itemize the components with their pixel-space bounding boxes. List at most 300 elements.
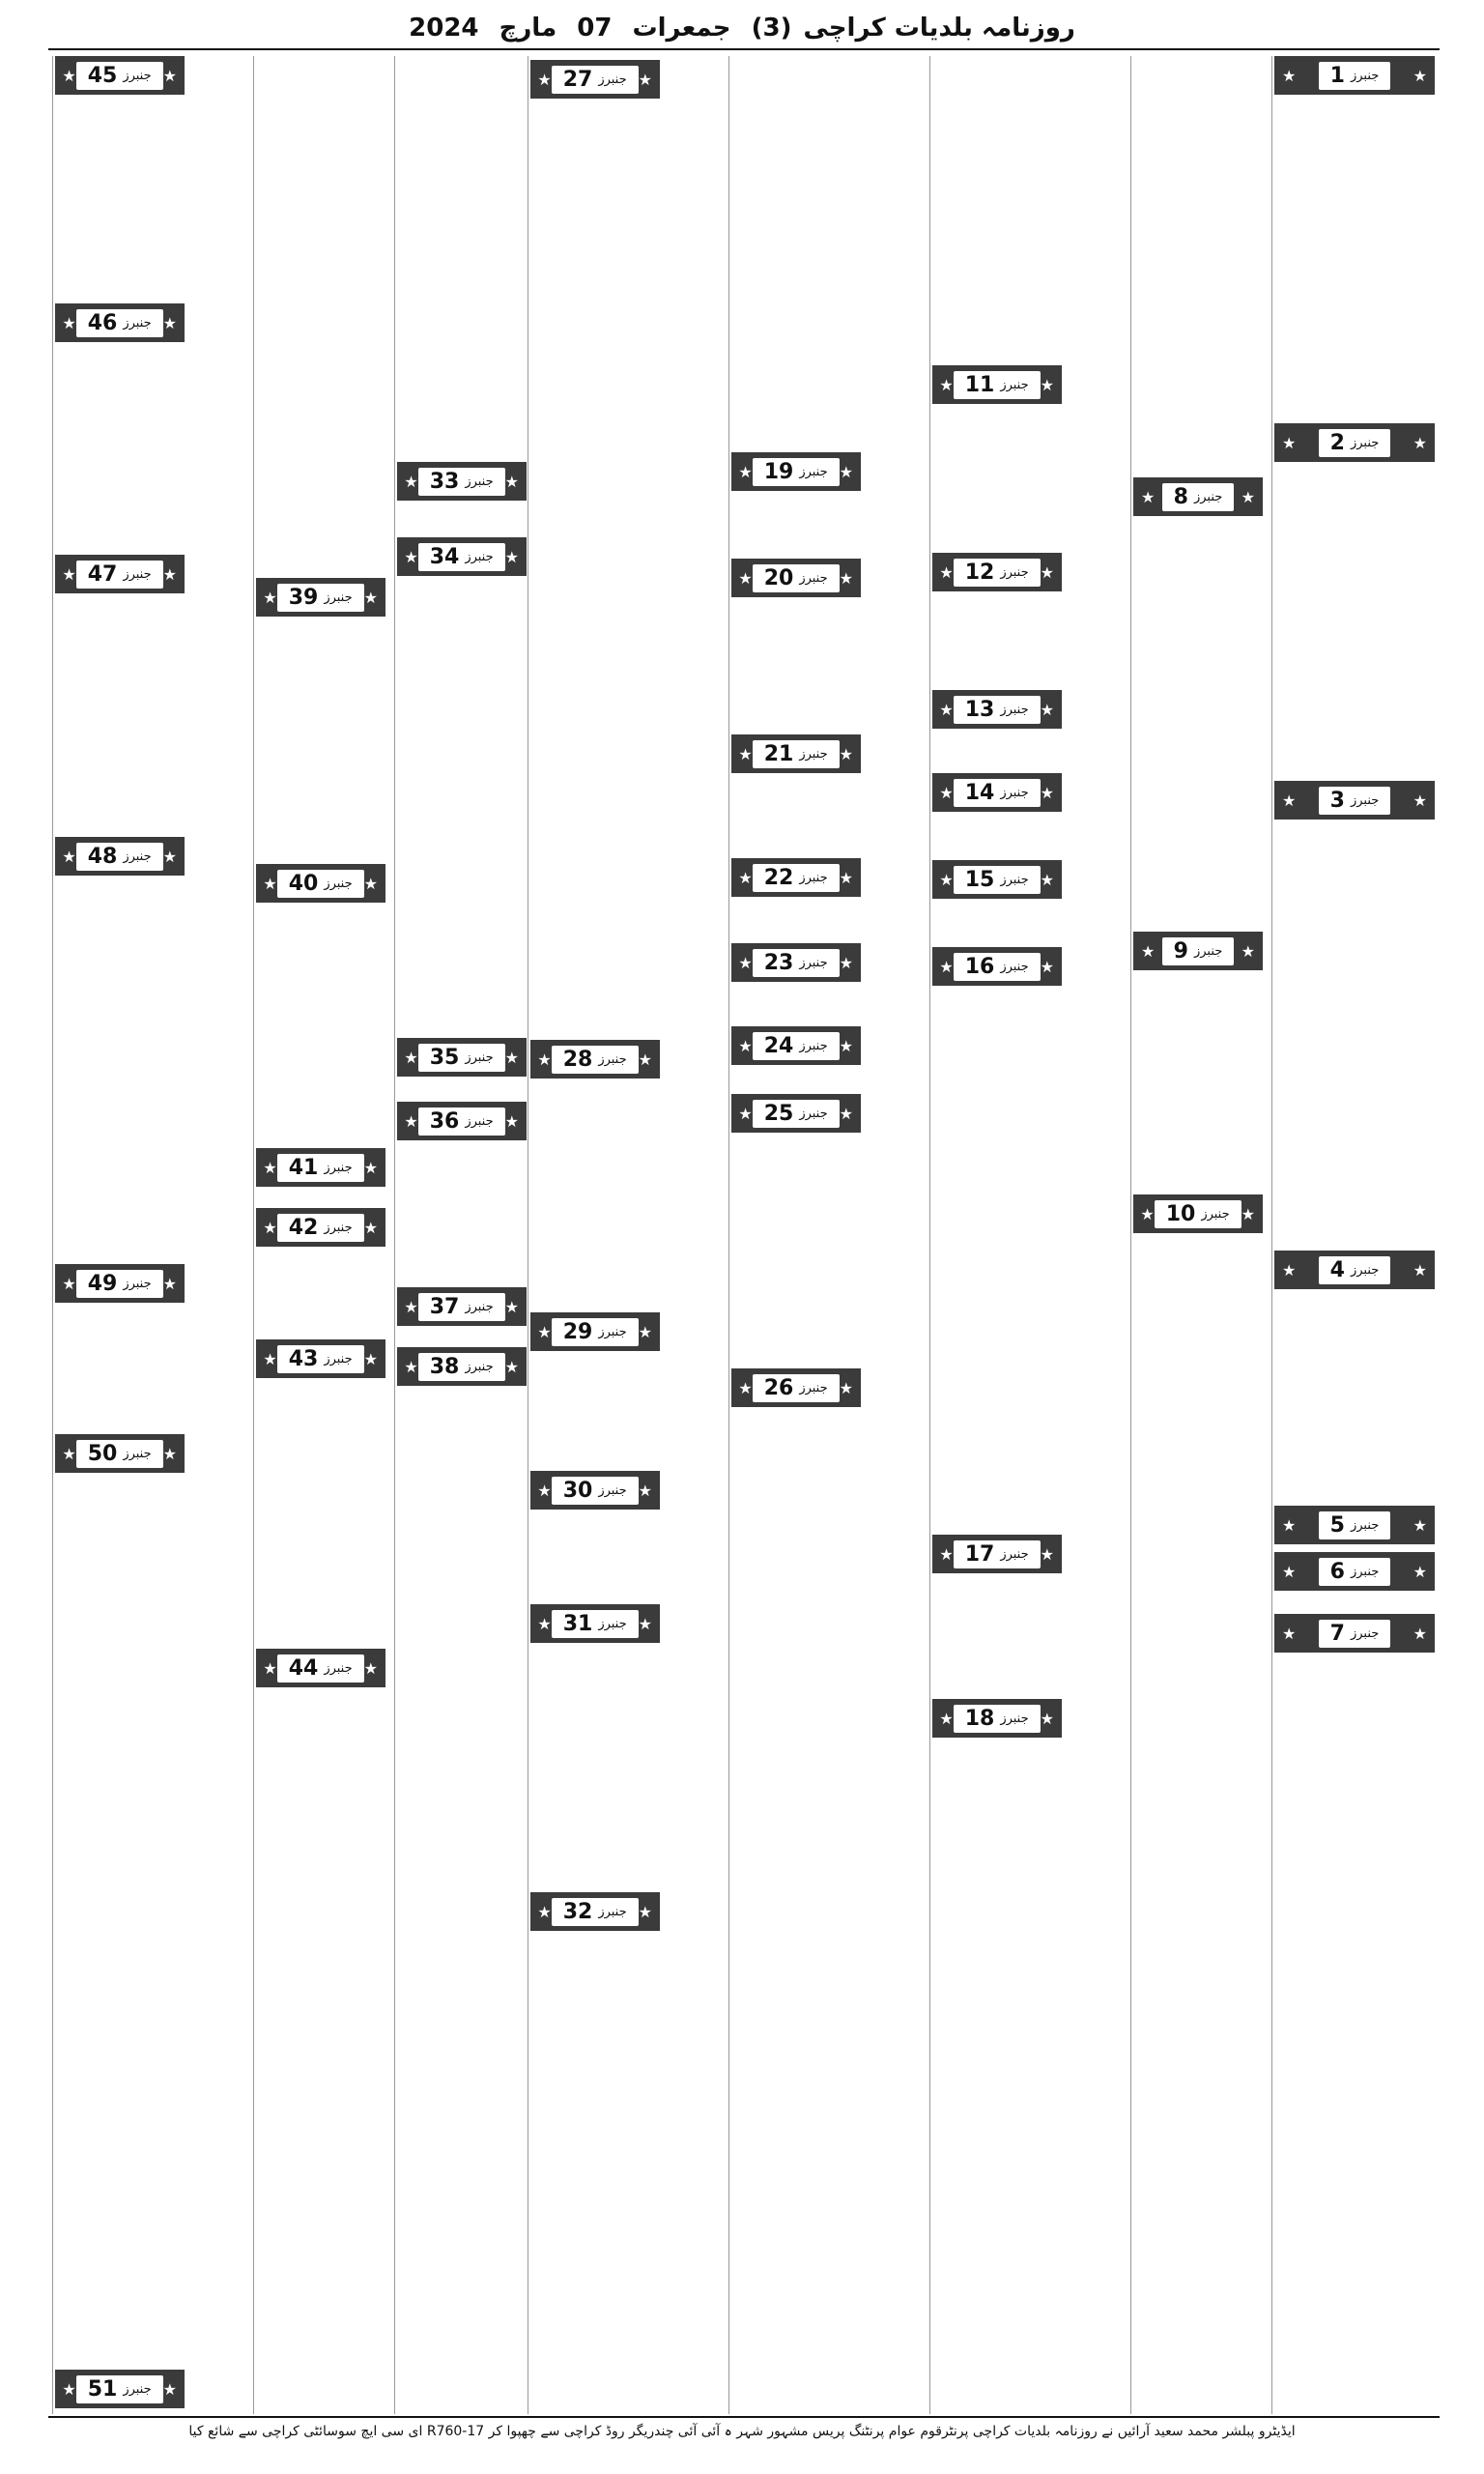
notice-number-label (1319, 429, 1391, 457)
star-icon: ★ (537, 1322, 552, 1341)
notice-number-box (397, 462, 527, 501)
notice-number: 10 (1165, 1201, 1196, 1226)
notice-number-box (932, 553, 1062, 591)
notice-number-box (1133, 477, 1263, 516)
star-icon: ★ (1141, 487, 1156, 506)
star-icon: ★ (939, 700, 954, 719)
notice-number: 3 (1329, 788, 1345, 813)
notice-label-text: جنبرز (123, 68, 152, 83)
notice-number: 2 (1329, 430, 1345, 455)
star-icon: ★ (162, 313, 177, 332)
star-icon: ★ (1413, 1260, 1427, 1280)
notice-label-text: جنبرز (799, 1038, 828, 1053)
notice-number-label (753, 458, 840, 486)
star-icon: ★ (1040, 562, 1054, 582)
notice-label-text: جنبرز (799, 570, 828, 586)
notice-label-text: جنبرز (799, 746, 828, 762)
notice-number: 13 (964, 697, 995, 722)
notice-number-box (530, 60, 660, 99)
notice-number: 30 (562, 1478, 593, 1503)
notice-number-label (753, 949, 840, 977)
notice-label-text: جنبرز (123, 315, 152, 331)
notice-label-text: جنبرز (598, 1482, 627, 1498)
notice-number-label (954, 953, 1041, 981)
star-icon: ★ (363, 588, 378, 607)
star-icon: ★ (1282, 433, 1297, 452)
notice-label-text: جنبرز (799, 1106, 828, 1121)
star-icon: ★ (404, 1111, 418, 1131)
notice-label-text: جنبرز (1350, 1517, 1380, 1533)
notice-number-box (731, 734, 861, 773)
notice-number: 48 (87, 844, 118, 869)
notice-label-text: جنبرز (123, 1276, 152, 1291)
notice-number-label (552, 1610, 639, 1638)
notice-number-label (418, 543, 505, 571)
notice-number-box (1274, 1614, 1435, 1653)
star-icon: ★ (62, 564, 76, 584)
star-icon: ★ (363, 1218, 378, 1237)
notice-number: 21 (763, 741, 794, 766)
notice-label-text: جنبرز (324, 1660, 353, 1676)
notice-number: 22 (763, 865, 794, 890)
notice-number-box (731, 1094, 861, 1133)
column-5 (528, 56, 662, 2414)
notice-number-label (1319, 1256, 1391, 1284)
notice-number: 45 (87, 63, 118, 88)
star-icon: ★ (939, 562, 954, 582)
notice-number-label (1319, 1511, 1391, 1539)
notice-number-box (731, 1368, 861, 1407)
star-icon: ★ (1413, 433, 1427, 452)
year: 2024 (409, 14, 479, 43)
notice-label-text: جنبرز (1000, 564, 1029, 580)
month-name: مارچ (499, 14, 557, 43)
notice-number-box (55, 2370, 185, 2408)
star-icon: ★ (504, 1048, 519, 1067)
star-icon: ★ (1040, 700, 1054, 719)
notice-number: 17 (964, 1541, 995, 1567)
notice-number-label (753, 564, 840, 592)
star-icon: ★ (537, 1902, 552, 1921)
column-1 (1271, 56, 1437, 2414)
star-icon: ★ (1241, 941, 1255, 961)
notice-label-text: جنبرز (1193, 489, 1223, 504)
notice-number: 37 (429, 1294, 460, 1319)
notice-number: 23 (763, 950, 794, 975)
notice-number: 20 (763, 565, 794, 590)
notice-number-label (76, 843, 163, 871)
notice-number-box (397, 1102, 527, 1140)
notice-number-label (418, 1108, 505, 1136)
notice-number-label (76, 62, 163, 90)
star-icon: ★ (1413, 1515, 1427, 1535)
notice-number: 11 (964, 372, 995, 397)
star-icon: ★ (839, 744, 853, 763)
star-icon: ★ (363, 874, 378, 893)
notice-number-box (1274, 56, 1435, 95)
notice-number-box (256, 1649, 385, 1687)
star-icon: ★ (738, 953, 753, 972)
notice-number-label (1162, 483, 1235, 511)
notice-number-label (552, 66, 639, 94)
star-icon: ★ (162, 1444, 177, 1463)
notice-number-box (731, 559, 861, 597)
column-8 (52, 56, 186, 2414)
notice-number-box (397, 1347, 527, 1386)
star-icon: ★ (263, 1158, 277, 1177)
star-icon: ★ (638, 1322, 652, 1341)
star-icon: ★ (504, 1111, 519, 1131)
notice-number-label (277, 870, 364, 898)
star-icon: ★ (839, 1378, 853, 1397)
star-icon: ★ (939, 1709, 954, 1728)
notice-number-label (552, 1318, 639, 1346)
notice-number-box (397, 1038, 527, 1077)
notice-number: 18 (964, 1706, 995, 1731)
notice-number-label (1162, 937, 1235, 965)
notice-number: 15 (964, 867, 995, 892)
notice-number: 35 (429, 1045, 460, 1070)
notice-number-label (76, 1270, 163, 1298)
notice-number: 40 (288, 871, 319, 896)
publication-title: روزنامہ بلدیات کراچی (803, 14, 1075, 43)
star-icon: ★ (1282, 66, 1297, 85)
notice-number: 1 (1329, 63, 1345, 88)
notice-number: 42 (288, 1215, 319, 1240)
star-icon: ★ (1413, 1562, 1427, 1581)
notice-label-text: جنبرز (1201, 1206, 1230, 1222)
notice-number-label (954, 1705, 1041, 1733)
notice-number: 29 (562, 1319, 593, 1344)
notice-number-box (55, 56, 185, 95)
star-icon: ★ (1040, 1544, 1054, 1564)
notice-number-box (1274, 423, 1435, 462)
notice-label-text: جنبرز (799, 955, 828, 970)
notice-number: 8 (1173, 484, 1188, 509)
star-icon: ★ (263, 1658, 277, 1678)
star-icon: ★ (537, 70, 552, 89)
notice-number: 14 (964, 780, 995, 805)
notice-number-box (932, 773, 1062, 812)
notice-number: 5 (1329, 1512, 1345, 1538)
notice-number: 7 (1329, 1621, 1345, 1646)
notice-number-label (1319, 787, 1391, 815)
star-icon: ★ (939, 957, 954, 976)
star-icon: ★ (839, 1036, 853, 1055)
notice-number-label (753, 1032, 840, 1060)
notice-label-text: جنبرز (1000, 377, 1029, 392)
notice-number-box (256, 1208, 385, 1247)
notice-number-box (55, 555, 185, 593)
star-icon: ★ (738, 868, 753, 887)
notice-number-box (256, 864, 385, 903)
star-icon: ★ (1282, 1515, 1297, 1535)
notice-label-text: جنبرز (324, 1220, 353, 1235)
notice-number-box (731, 943, 861, 982)
date-day: 07 (577, 14, 613, 43)
star-icon: ★ (263, 588, 277, 607)
star-icon: ★ (537, 1614, 552, 1633)
notice-number-label (76, 561, 163, 589)
star-icon: ★ (638, 1481, 652, 1500)
star-icon: ★ (1413, 791, 1427, 810)
notice-number-box (1274, 1506, 1435, 1544)
notice-number-label (954, 866, 1041, 894)
notice-number-box (530, 1471, 660, 1510)
notice-label-text: جنبرز (1350, 435, 1380, 450)
notice-number-box (55, 1264, 185, 1303)
day-name: جمعرات (632, 14, 731, 43)
notice-label-text: جنبرز (598, 1324, 627, 1339)
notice-number-label (552, 1898, 639, 1926)
star-icon: ★ (504, 1297, 519, 1316)
star-icon: ★ (404, 1357, 418, 1376)
star-icon: ★ (537, 1050, 552, 1069)
notice-number-label (1319, 62, 1391, 90)
notice-number: 33 (429, 469, 460, 494)
star-icon: ★ (738, 462, 753, 481)
notice-number-label (1155, 1200, 1241, 1228)
notice-number-label (552, 1477, 639, 1505)
star-icon: ★ (62, 847, 76, 866)
column-2 (1130, 56, 1265, 2414)
star-icon: ★ (1140, 1204, 1155, 1223)
star-icon: ★ (504, 547, 519, 566)
star-icon: ★ (504, 1357, 519, 1376)
star-icon: ★ (939, 783, 954, 802)
notice-label-text: جنبرز (465, 549, 494, 564)
star-icon: ★ (263, 1218, 277, 1237)
notice-number-box (397, 537, 527, 576)
star-icon: ★ (1282, 1624, 1297, 1643)
notice-number-label (552, 1046, 639, 1074)
star-icon: ★ (738, 568, 753, 588)
star-icon: ★ (839, 462, 853, 481)
star-icon: ★ (263, 1349, 277, 1368)
star-icon: ★ (62, 2379, 76, 2399)
notice-number: 51 (87, 2376, 118, 2402)
star-icon: ★ (1040, 375, 1054, 394)
star-icon: ★ (1282, 1562, 1297, 1581)
column-3 (929, 56, 1064, 2414)
notice-number-label (954, 1540, 1041, 1568)
notice-number-box (256, 1148, 385, 1187)
notice-number-label (1319, 1558, 1391, 1586)
notice-label-text: جنبرز (1350, 792, 1380, 808)
notice-number-box (1133, 1194, 1263, 1233)
star-icon: ★ (162, 847, 177, 866)
notice-label-text: جنبرز (1000, 785, 1029, 800)
notice-number: 43 (288, 1346, 319, 1371)
star-icon: ★ (504, 472, 519, 491)
star-icon: ★ (162, 1274, 177, 1293)
notice-number-label (1319, 1620, 1391, 1648)
notice-number-label (277, 584, 364, 612)
star-icon: ★ (404, 1048, 418, 1067)
star-icon: ★ (839, 868, 853, 887)
notice-number-label (277, 1154, 364, 1182)
notice-number: 32 (562, 1899, 593, 1924)
notice-label-text: جنبرز (1193, 943, 1223, 959)
notice-number-box (55, 837, 185, 876)
notice-number-label (76, 2375, 163, 2403)
page-number: (3) (751, 14, 792, 43)
star-icon: ★ (62, 313, 76, 332)
notice-number-box (932, 947, 1062, 986)
star-icon: ★ (404, 547, 418, 566)
notice-number: 9 (1173, 938, 1188, 964)
notice-number-box (731, 452, 861, 491)
notice-number: 25 (763, 1101, 794, 1126)
notice-label-text: جنبرز (123, 1446, 152, 1461)
notice-number: 47 (87, 561, 118, 587)
notice-number: 24 (763, 1033, 794, 1058)
notice-number-label (753, 740, 840, 768)
star-icon: ★ (162, 66, 177, 85)
star-icon: ★ (839, 568, 853, 588)
star-icon: ★ (1413, 1624, 1427, 1643)
notice-label-text: جنبرز (1000, 872, 1029, 887)
notice-label-text: جنبرز (1000, 702, 1029, 717)
star-icon: ★ (1413, 66, 1427, 85)
notice-label-text: جنبرز (324, 590, 353, 605)
notice-number-box (1133, 932, 1263, 970)
star-icon: ★ (1241, 1204, 1255, 1223)
notice-number-box (932, 365, 1062, 404)
notice-number: 49 (87, 1271, 118, 1296)
notice-number: 39 (288, 585, 319, 610)
notice-number-label (76, 309, 163, 337)
notice-number-box (1274, 1251, 1435, 1289)
notice-label-text: جنبرز (598, 1051, 627, 1067)
footer-imprint: ایڈیٹرو پبلشر محمد سعید آرائیں نے روزنامہ بلدیات کراچی پرنٹرقوم عوام پرنٹنگ پریس مشہور شہر ہ آئی آئی چندریگر روڈ کراچی سے چھپوا کر R760-17 ای سی ایچ سوسائٹی کراچی سے شائع کیا (188, 2424, 1296, 2439)
notice-label-text: جنبرز (598, 1616, 627, 1631)
notice-number: 28 (562, 1047, 593, 1072)
notice-number-label (418, 1044, 505, 1072)
notice-number-label (954, 559, 1041, 587)
star-icon: ★ (263, 874, 277, 893)
star-icon: ★ (638, 70, 652, 89)
notice-number: 6 (1329, 1559, 1345, 1584)
star-icon: ★ (738, 1104, 753, 1123)
notice-label-text: جنبرز (799, 870, 828, 885)
notice-number-label (954, 696, 1041, 724)
star-icon: ★ (363, 1349, 378, 1368)
notice-number-label (418, 1293, 505, 1321)
notice-label-text: جنبرز (324, 1160, 353, 1175)
notice-number: 19 (763, 459, 794, 484)
star-icon: ★ (738, 1036, 753, 1055)
notice-number: 31 (562, 1611, 593, 1636)
notice-number-box (55, 303, 185, 342)
notice-label-text: جنبرز (1350, 68, 1380, 83)
top-rule (48, 48, 1440, 50)
star-icon: ★ (62, 1274, 76, 1293)
notice-number-label (277, 1345, 364, 1373)
notice-label-text: جنبرز (465, 1299, 494, 1314)
notice-number: 4 (1329, 1257, 1345, 1282)
notice-label-text: جنبرز (598, 72, 627, 87)
star-icon: ★ (638, 1050, 652, 1069)
star-icon: ★ (404, 472, 418, 491)
notice-number-box (55, 1434, 185, 1473)
notice-number-box (256, 1339, 385, 1378)
notice-label-text: جنبرز (123, 2381, 152, 2397)
notice-number-label (753, 1100, 840, 1128)
star-icon: ★ (1282, 791, 1297, 810)
notice-label-text: جنبرز (324, 876, 353, 891)
star-icon: ★ (404, 1297, 418, 1316)
notice-number-box (932, 1535, 1062, 1573)
star-icon: ★ (939, 1544, 954, 1564)
notice-number-box (397, 1287, 527, 1326)
star-icon: ★ (738, 744, 753, 763)
star-icon: ★ (1040, 870, 1054, 889)
notice-number-box (530, 1892, 660, 1931)
notice-label-text: جنبرز (465, 1050, 494, 1065)
notice-number-label (753, 864, 840, 892)
star-icon: ★ (162, 2379, 177, 2399)
star-icon: ★ (62, 66, 76, 85)
star-icon: ★ (1241, 487, 1255, 506)
notice-label-text: جنبرز (465, 1113, 494, 1129)
star-icon: ★ (363, 1658, 378, 1678)
notice-number-box (256, 578, 385, 617)
column-6 (394, 56, 528, 2414)
notice-label-text: جنبرز (1350, 1625, 1380, 1641)
notice-label-text: جنبرز (123, 566, 152, 582)
star-icon: ★ (1040, 957, 1054, 976)
notice-number-label (418, 1353, 505, 1381)
notice-label-text: جنبرز (799, 464, 828, 479)
notice-number-label (954, 779, 1041, 807)
bottom-rule (48, 2416, 1440, 2418)
notice-label-text: جنبرز (465, 474, 494, 489)
star-icon: ★ (1282, 1260, 1297, 1280)
masthead (0, 14, 1484, 52)
column-7 (253, 56, 387, 2414)
notice-label-text: جنبرز (1000, 1546, 1029, 1562)
star-icon: ★ (939, 870, 954, 889)
star-icon: ★ (638, 1614, 652, 1633)
notice-number-label (76, 1440, 163, 1468)
star-icon: ★ (1141, 941, 1156, 961)
notice-number-box (932, 860, 1062, 899)
star-icon: ★ (939, 375, 954, 394)
notice-label-text: جنبرز (324, 1351, 353, 1366)
notice-number-label (954, 371, 1041, 399)
star-icon: ★ (363, 1158, 378, 1177)
notice-number: 26 (763, 1375, 794, 1400)
star-icon: ★ (839, 953, 853, 972)
notice-label-text: جنبرز (1350, 1262, 1380, 1278)
notice-number-label (277, 1214, 364, 1242)
notice-label-text: جنبرز (123, 849, 152, 864)
star-icon: ★ (162, 564, 177, 584)
column-4 (728, 56, 863, 2414)
notice-label-text: جنبرز (1000, 959, 1029, 974)
notice-number: 38 (429, 1354, 460, 1379)
notice-number-box (1274, 781, 1435, 820)
notice-number: 41 (288, 1155, 319, 1180)
star-icon: ★ (537, 1481, 552, 1500)
notice-number: 12 (964, 560, 995, 585)
notice-label-text: جنبرز (1000, 1711, 1029, 1726)
star-icon: ★ (1040, 783, 1054, 802)
star-icon: ★ (1040, 1709, 1054, 1728)
star-icon: ★ (738, 1378, 753, 1397)
notice-number-box (530, 1040, 660, 1079)
